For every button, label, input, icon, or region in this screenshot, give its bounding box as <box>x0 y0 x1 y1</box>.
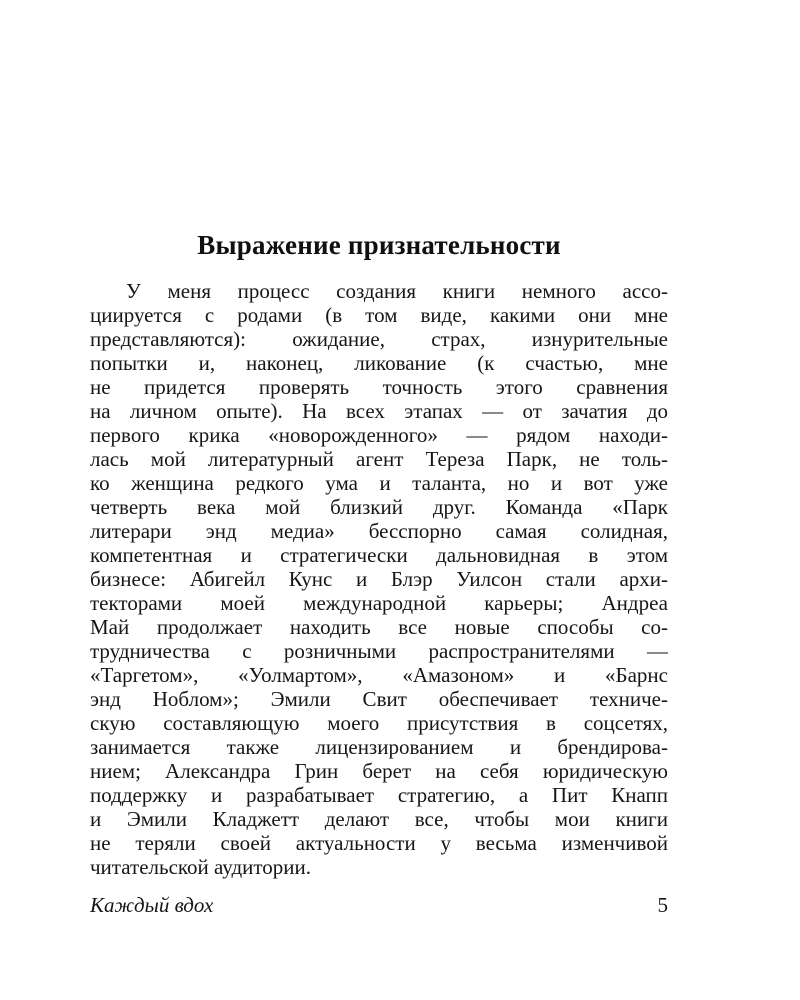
paragraph-line: занимается также лицензированием и брендирова- <box>90 735 668 759</box>
paragraph-line: литерари энд медиа» бесспорно самая солидная, <box>90 519 668 543</box>
page-title: Выражение признательности <box>197 230 561 260</box>
paragraph-line: ко женщина редкого ума и таланта, но и вот уже <box>90 471 668 495</box>
paragraph-line: текторами моей международной карьеры; Андреа <box>90 591 668 615</box>
paragraph-line: циируется с родами (в том виде, какими они мне <box>90 303 668 327</box>
paragraph-line: на личном опыте). На всех этапах — от зачатия до <box>90 399 668 423</box>
paragraph-line: компетентная и стратегически дальновидная в этом <box>90 543 668 567</box>
text-block <box>90 0 668 1000</box>
paragraph-line: лась мой литературный агент Тереза Парк, не толь- <box>90 447 668 471</box>
footer-book-title: Каждый вдох <box>90 893 214 917</box>
paragraph-line: трудничества с розничными распространителями — <box>90 639 668 663</box>
paragraph-line: читательской аудитории. <box>90 855 311 879</box>
paragraph-line: представляются): ожидание, страх, изнурительные <box>90 327 668 351</box>
paragraph-line: нием; Александра Грин берет на себя юридическую <box>90 759 668 783</box>
paragraph-line: У меня процесс создания книги немного ассо- <box>126 279 668 303</box>
paragraph-line: поддержку и разрабатывает стратегию, а Пит Кнапп <box>90 783 668 807</box>
paragraph-line: попытки и, наконец, ликование (к счастью, мне <box>90 351 668 375</box>
paragraph-line: Май продолжает находить все новые способы со- <box>90 615 668 639</box>
paragraph-line: «Таргетом», «Уолмартом», «Амазоном» и «Барнс <box>90 663 668 687</box>
paragraph-line: скую составляющую моего присутствия в соцсетях, <box>90 711 668 735</box>
paragraph-line: четверть века мой близкий друг. Команда «Парк <box>90 495 668 519</box>
page-footer <box>90 893 668 918</box>
footer-page-number: 5 <box>657 893 668 917</box>
paragraph-line: не придется проверять точность этого сравнения <box>90 375 668 399</box>
paragraph-line: первого крика «новорожденного» — рядом находи- <box>90 423 668 447</box>
paragraph <box>90 279 668 879</box>
paragraph-line: и Эмили Кладжетт делают все, чтобы мои книги <box>90 807 668 831</box>
paragraph-line: не теряли своей актуальности у весьма изменчивой <box>90 831 668 855</box>
paragraph-line: бизнесе: Абигейл Кунс и Блэр Уилсон стали архи- <box>90 567 668 591</box>
paragraph-line: энд Ноблом»; Эмили Свит обеспечивает техниче- <box>90 687 668 711</box>
